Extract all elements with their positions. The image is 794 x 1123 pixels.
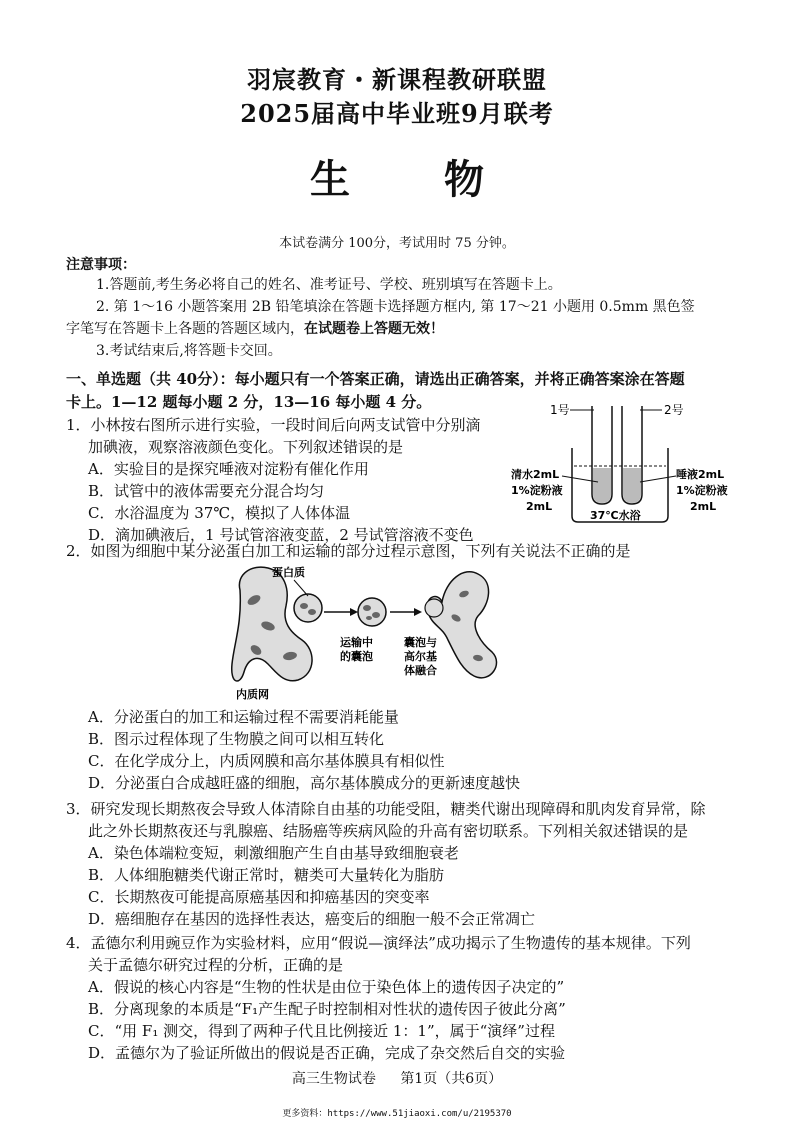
tube-2-solution [623,468,641,503]
q3-option-a: A．染色体端粒变短，刺激细胞产生自由基导致细胞衰老 [88,844,459,862]
q4-option-b: B．分离现象的本质是“F₁产生配子时控制相对性状的遗传因子彼此分离” [88,1000,566,1018]
q2-option-b: B．图示过程体现了生物膜之间可以相互转化 [88,730,385,748]
q2-stem: 2．如图为细胞中某分泌蛋白加工和运输的部分过程示意图，下列有关说法不正确的是 [66,542,631,560]
protein-dot [308,609,316,615]
tube-1-solution [593,468,611,503]
arrow-2-head [414,608,422,616]
right-label-l2: 1%淀粉液 [676,484,728,497]
notice-item-3: 3.考试结束后,将答题卡交回。 [96,343,282,359]
section-heading-line2: 卡上。1—12 题每小题 2 分，13—16 每小题 4 分。 [66,393,432,411]
protein-dot [372,612,380,618]
q2-option-d: D．分泌蛋白合成越旺盛的细胞，高尔基体膜成分的更新速度越快 [88,774,521,792]
q4-option-c: C．“用 F₁ 测交，得到了两种子代且比例接近 1：1”，属于“演绎”过程 [88,1022,555,1040]
q1-option-d: D．滴加碘液后，1 号试管溶液变蓝，2 号试管溶液不变色 [88,526,474,544]
left-label-l3: 2mL [526,500,553,513]
q3-option-d: D．癌细胞存在基因的选择性表达，癌变后的细胞一般不会正常凋亡 [88,910,536,928]
notice-item-2-line1: 2. 第 1～16 小题答案用 2B 铅笔填涂在答题卡选择题方框内, 第 17～21 小题用 0.5mm 黑色签 [96,299,695,315]
q4-stem-line2: 关于孟德尔研究过程的分析，正确的是 [88,956,344,974]
vesicle-label-l1: 运输中 [340,636,373,649]
q2-option-a: A．分泌蛋白的加工和运输过程不需要消耗能量 [88,708,399,726]
footer-page-number: 第1页（共6页） [400,1071,503,1087]
exam-meta: 本试卷满分 100分，考试用时 75 分钟。 [279,236,515,251]
q1-option-b: B．试管中的液体需要充分混合均匀 [88,482,325,500]
protein-dot [300,603,308,609]
subject-title: 生 物 [310,156,524,203]
q4-option-a: A．假说的核心内容是“生物的性状是由位于染色体上的遗传因子决定的” [88,978,565,996]
notice-item-2-text: 字笔写在答题卡上各题的答题区域内， [66,321,304,337]
footer-paper-name: 高三生物试卷 [291,1071,376,1087]
q3-stem-line1: 3．研究发现长期熬夜会导致人体清除自由基的功能受阻，糖类代谢出现障碍和肌肉发育异常，除 [66,800,706,818]
protein-label: 蛋白质 [272,566,305,579]
q4-option-d: D．孟德尔为了验证所做出的假说是否正确，完成了杂交然后自交的实验 [88,1044,566,1062]
fusion-label-l1: 囊泡与 [404,636,437,649]
more-resources-link[interactable]: 更多资料：https://www.51jiaoxi.com/u/2195370 [282,1109,512,1119]
exam-title-line1: 羽宸教育・新课程教研联盟 [247,65,547,94]
right-label-leader [640,476,676,482]
q2-option-c: C．在化学成分上，内质网膜和高尔基体膜具有相似性 [88,752,445,770]
page-footer [0,1068,794,1088]
protein-leader [294,580,308,596]
q2-secretion-figure [228,560,528,702]
golgi-apparatus [427,572,496,678]
notice-item-2-line2 [66,318,444,340]
left-label-l2: 1%淀粉液 [511,484,563,497]
fusion-label-l3: 体融合 [404,664,437,677]
q4-stem-line1: 4．孟德尔利用豌豆作为实验材料，应用“假说—演绎法”成功揭示了生物遗传的基本规律。下列 [66,934,691,952]
q3-option-c: C．长期熬夜可能提高原癌基因和抑癌基因的突变率 [88,888,430,906]
notice-item-2-emphasis: 在试题卷上答题无效！ [304,321,444,337]
notice-heading: 注意事项： [66,257,136,273]
arrow-1-head [350,608,358,616]
fusing-vesicle [425,599,443,617]
transport-vesicle [358,598,386,626]
tube-2-label: 2号 [664,403,684,417]
vesicle-label-l2: 的囊泡 [340,650,373,663]
section-heading-line1: 一、单选题（共 40分）：每小题只有一个答案正确，请选出正确答案，并将正确答案涂在答题 [66,370,685,388]
q1-option-a: A．实验目的是探究唾液对淀粉有催化作用 [88,460,369,478]
q3-option-b: B．人体细胞糖类代谢正常时，糖类可大量转化为脂肪 [88,866,445,884]
fusion-label-l2: 高尔基 [404,650,437,663]
protein-dot [363,605,371,611]
tube-1-label: 1号 [550,403,570,417]
notice-item-1: 1.答题前,考生务必将自己的姓名、准考证号、学校、班别填写在答题卡上。 [96,277,562,293]
budding-vesicle [294,594,322,622]
q1-test-tube-figure [500,398,740,528]
right-label-l3: 2mL [690,500,717,513]
right-label-l1: 唾液2mL [676,468,725,481]
q3-stem-line2: 此之外长期熬夜还与乳腺癌、结肠癌等疾病风险的升高有密切联系。下列相关叙述错误的是 [88,822,689,840]
water-bath-label: 37℃水浴 [590,509,641,522]
left-label-l1: 清水2mL [511,468,560,481]
q1-stem-line2: 加碘液，观察溶液颜色变化。下列叙述错误的是 [88,438,404,456]
q1-stem-line1: 1．小林按右图所示进行实验，一段时间后向两支试管中分别滴 [66,416,481,434]
protein-dot [366,616,372,620]
er-label: 内质网 [236,688,269,701]
exam-title-line2: 2025届高中毕业班9月联考 [240,99,554,128]
q1-option-c: C．水浴温度为 37℃，模拟了人体体温 [88,504,351,522]
